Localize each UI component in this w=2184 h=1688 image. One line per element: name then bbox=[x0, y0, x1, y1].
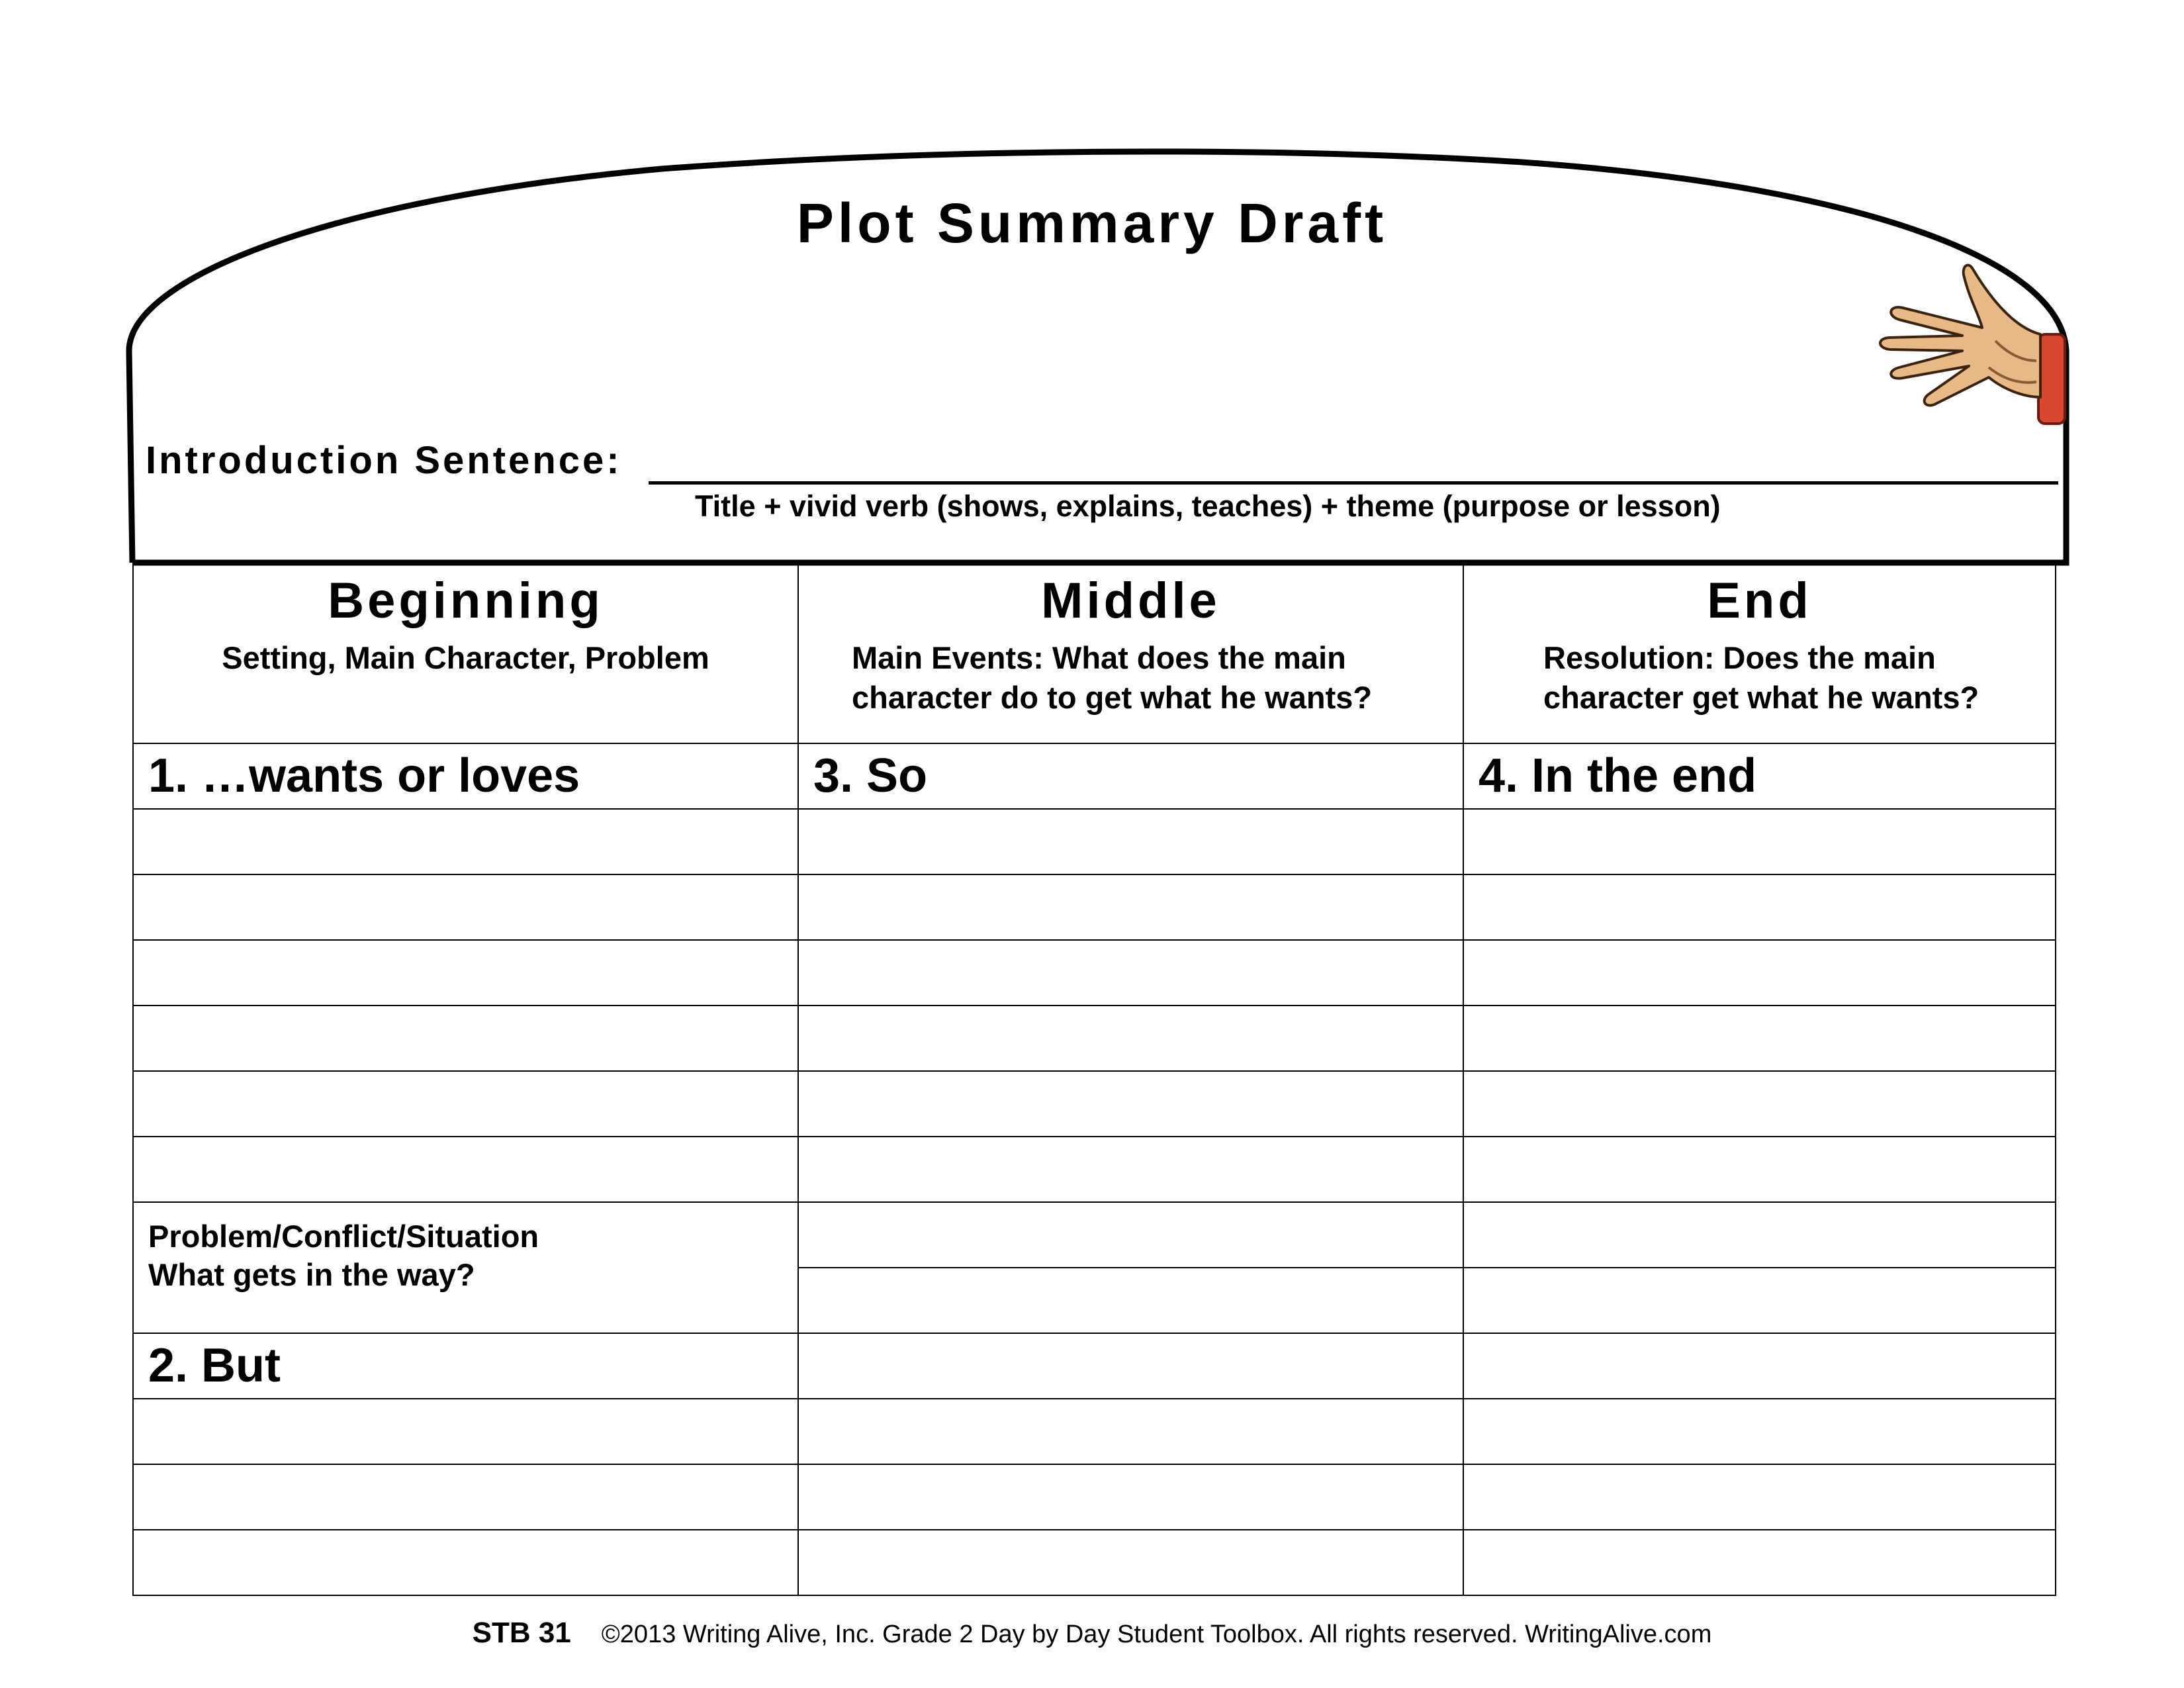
writing-cell[interactable] bbox=[1463, 1530, 2056, 1595]
pointing-hand-icon bbox=[1863, 261, 2075, 434]
writing-cell[interactable] bbox=[1463, 1202, 2056, 1268]
prompt-cell-middle bbox=[798, 743, 1463, 809]
writing-cell[interactable] bbox=[1463, 1333, 2056, 1399]
end-heading: End bbox=[1707, 573, 1812, 629]
writing-cell[interactable] bbox=[1463, 1268, 2056, 1333]
plot-grid bbox=[132, 563, 2056, 1596]
column-header-beginning bbox=[133, 563, 798, 743]
problem-cell bbox=[133, 1202, 798, 1333]
writing-cell[interactable] bbox=[133, 940, 798, 1006]
writing-cell[interactable] bbox=[798, 809, 1463, 874]
writing-cell[interactable] bbox=[1463, 1464, 2056, 1530]
problem-conflict-label: Problem/Conflict/Situation What gets in the way? bbox=[148, 1219, 539, 1292]
writing-cell[interactable] bbox=[133, 1399, 798, 1464]
prompt-wants-or-loves: 1. …wants or loves bbox=[148, 749, 580, 802]
writing-cell[interactable] bbox=[798, 1464, 1463, 1530]
end-subheading: Resolution: Does the main character get what he wants? bbox=[1543, 640, 1979, 715]
writing-cell[interactable] bbox=[1463, 874, 2056, 940]
beginning-heading: Beginning bbox=[328, 573, 604, 629]
writing-cell[interactable] bbox=[133, 1006, 798, 1071]
writing-cell[interactable] bbox=[798, 1333, 1463, 1399]
introduction-label: Introduction Sentence: bbox=[146, 439, 622, 482]
writing-cell[interactable] bbox=[1463, 1006, 2056, 1071]
writing-cell[interactable] bbox=[798, 940, 1463, 1006]
footer-copyright: ©2013 Writing Alive, Inc. Grade 2 Day by Day Student Toolbox. All rights reserved. WritingAlive.com bbox=[601, 1620, 1712, 1648]
writing-cell[interactable] bbox=[133, 874, 798, 940]
middle-subheading: Main Events: What does the main character do to get what he wants? bbox=[852, 640, 1373, 715]
writing-cell[interactable] bbox=[798, 1006, 1463, 1071]
writing-cell[interactable] bbox=[133, 1464, 798, 1530]
writing-cell[interactable] bbox=[133, 1137, 798, 1202]
writing-cell[interactable] bbox=[798, 1202, 1463, 1268]
writing-cell[interactable] bbox=[798, 1530, 1463, 1595]
footer-code: STB 31 bbox=[472, 1617, 571, 1649]
writing-cell[interactable] bbox=[1463, 1071, 2056, 1137]
writing-cell[interactable] bbox=[798, 1137, 1463, 1202]
column-header-end bbox=[1463, 563, 2056, 743]
writing-cell[interactable] bbox=[798, 1268, 1463, 1333]
writing-cell[interactable] bbox=[133, 809, 798, 874]
writing-cell[interactable] bbox=[798, 1399, 1463, 1464]
introduction-sentence-row bbox=[146, 434, 2058, 487]
prompt-cell-end bbox=[1463, 743, 2056, 809]
page-title: Plot Summary Draft bbox=[796, 192, 1388, 254]
column-header-middle bbox=[798, 563, 1463, 743]
introduction-writing-line[interactable] bbox=[649, 481, 2058, 485]
writing-cell[interactable] bbox=[1463, 1137, 2056, 1202]
writing-cell[interactable] bbox=[798, 874, 1463, 940]
prompt-in-the-end: 4. In the end bbox=[1479, 749, 1757, 802]
prompt-but: 2. But bbox=[148, 1339, 281, 1392]
writing-cell[interactable] bbox=[1463, 1399, 2056, 1464]
writing-cell[interactable] bbox=[1463, 940, 2056, 1006]
introduction-hint: Title + vivid verb (shows, explains, teaches) + theme (purpose or lesson) bbox=[695, 489, 1721, 523]
prompt-cell-beginning bbox=[133, 743, 798, 809]
writing-cell[interactable] bbox=[133, 1530, 798, 1595]
writing-cell[interactable] bbox=[1463, 809, 2056, 874]
writing-cell[interactable] bbox=[133, 1071, 798, 1137]
writing-cell[interactable] bbox=[798, 1071, 1463, 1137]
page-footer bbox=[0, 1618, 2184, 1648]
beginning-subheading: Setting, Main Character, Problem bbox=[222, 640, 709, 675]
prompt-so: 3. So bbox=[813, 749, 928, 802]
prompt-cell-but bbox=[133, 1333, 798, 1399]
middle-heading: Middle bbox=[1041, 573, 1220, 629]
